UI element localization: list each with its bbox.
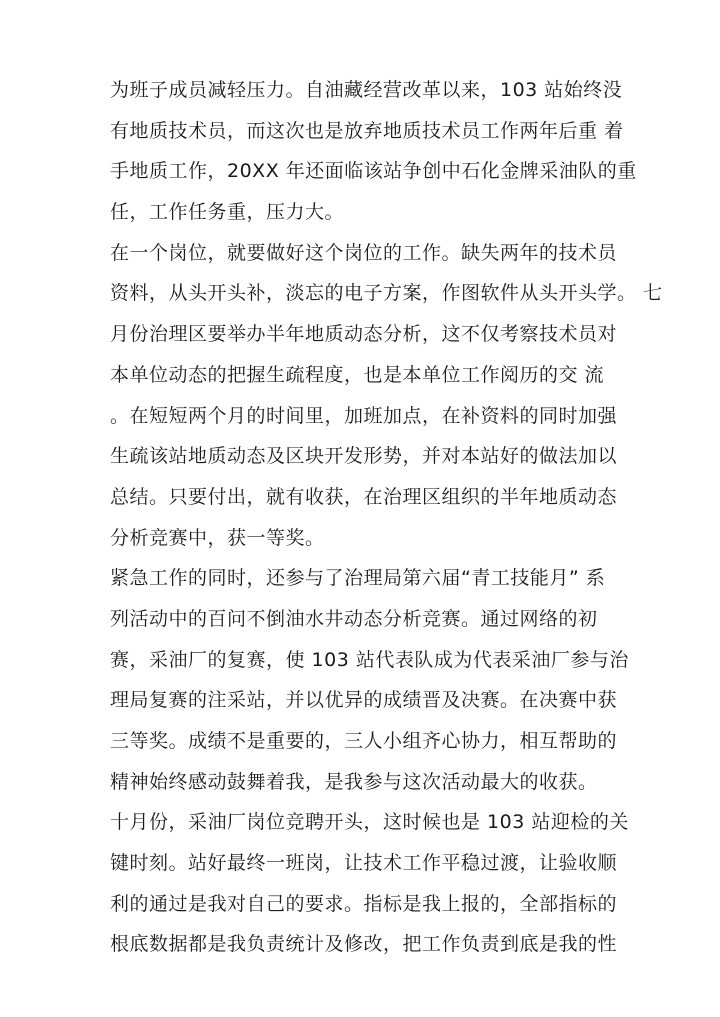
text-line: 总结。只要付出，就有收获，在治理区组织的半年地质动态 <box>110 485 618 508</box>
text-line: 分析竞赛中，获一等奖。 <box>110 526 325 549</box>
text-line: 为班子成员减轻压力。自油藏经营改革以来，103 站始终没 <box>110 79 623 101</box>
text-line: 本单位动态的把握生疏程度，也是本单位工作阅历的交 流 <box>110 363 605 386</box>
text-line: 资料，从头开头补，淡忘的电子方案，作图软件从头开头学。 七 <box>110 282 663 305</box>
document-body <box>110 70 663 965</box>
text-line: 十月份，采油厂岗位竞聘开头，这时候也是 103 站迎检的关 <box>110 811 629 834</box>
text-line: 月份治理区要举办半年地质动态分析，这不仅考察技术员对 <box>110 323 618 346</box>
text-line: 列活动中的百问不倒油水井动态分析竞赛。通过网络的初 <box>110 607 598 630</box>
text-line: 根底数据都是我负责统计及修改，把工作负责到底是我的性 <box>110 933 618 956</box>
text-line: 键时刻。站好最终一班岗，让技术工作平稳过渡，让验收顺 <box>110 852 618 875</box>
text-line: 生疏该站地质动态及区块开发形势，并对本站好的做法加以 <box>110 445 618 468</box>
text-line: 手地质工作，20XX 年还面临该站争创中石化金牌采油队的重 <box>110 160 637 183</box>
text-line: 理局复赛的注采站，并以优异的成绩晋及决赛。在决赛中获 <box>110 689 618 712</box>
text-line: 三等奖。成绩不是重要的，三人小组齐心协力，相互帮助的 <box>110 730 618 752</box>
text-line: 有地质技术员，而这次也是放弃地质技术员工作两年后重 着 <box>110 119 624 142</box>
text-line: 赛，采油厂的复赛，使 103 站代表队成为代表采油厂参与治 <box>110 648 629 671</box>
text-line: 。在短短两个月的时间里，加班加点，在补资料的同时加强 <box>110 404 618 427</box>
text-line: 利的通过是我对自己的要求。指标是我上报的，全部指标的 <box>110 892 618 915</box>
text-line: 任，工作任务重，压力大。 <box>110 201 345 224</box>
text-line: 精神始终感动鼓舞着我，是我参与这次活动最大的收获。 <box>110 770 598 793</box>
text-line: 在一个岗位，就要做好这个岗位的工作。缺失两年的技术员 <box>110 241 618 264</box>
text-line: 紧急工作的同时，还参与了治理局第六届“青工技能月” 系 <box>110 567 606 590</box>
